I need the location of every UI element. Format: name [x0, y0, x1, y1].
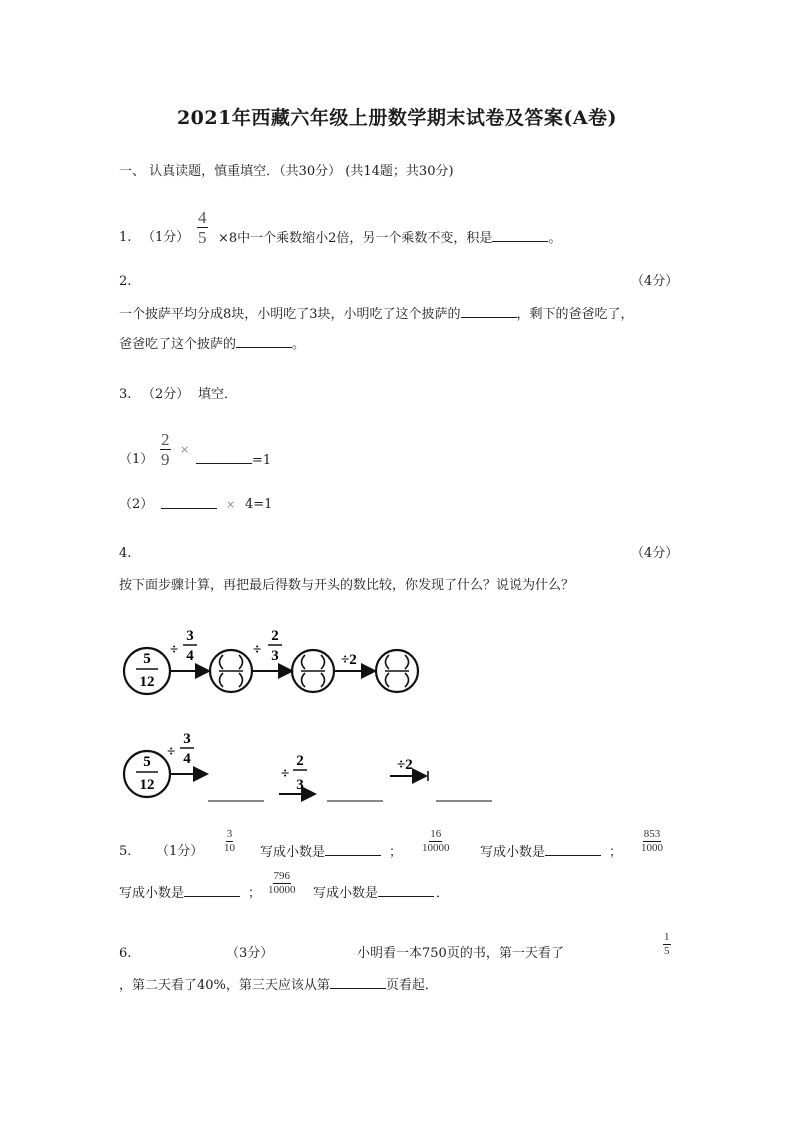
q2-line2-text: 爸爸吃了这个披萨的 [119, 337, 237, 352]
q4-op1-sign: ÷ [170, 642, 179, 658]
q5-f4-numerator: 796 [273, 870, 290, 882]
q5-number: 5. [119, 844, 132, 859]
q4-answer-op2-denominator: 3 [296, 777, 304, 793]
q4-answer-diagram [115, 728, 495, 808]
q5-f1-denominator: 10 [224, 842, 235, 854]
page-title: 2021年西藏六年级上册数学期末试卷及答案(A卷) [176, 107, 618, 129]
q5-f1-numerator: 3 [226, 828, 233, 840]
q4-start-denominator: 12 [139, 674, 155, 690]
q5-write-1: 写成小数是 [260, 845, 326, 860]
q6-text-2-end: 页看起． [385, 978, 438, 993]
q4-op3: ÷2 [341, 652, 357, 668]
q4-answer-op2-sign: ÷ [281, 766, 290, 782]
q6-number: 6. [119, 946, 132, 961]
q3-sub1-numerator: 2 [161, 430, 170, 449]
q5-answer-blank-4[interactable] [378, 884, 434, 897]
q5-part-4 [313, 884, 449, 903]
q4-op2-denominator: 3 [271, 648, 279, 664]
q5-fraction-1 [224, 829, 235, 854]
q5-write-4: 写成小数是 [313, 886, 379, 901]
q2-line2-end: 。 [292, 337, 306, 352]
q4-answer-op2-numerator: 2 [296, 753, 304, 769]
q4-answer-start-denominator: 12 [139, 777, 155, 793]
q6-text-2: ，第二天看了40%，第三天应该从第 [119, 978, 330, 993]
q3-sub1-end: =1 [252, 453, 272, 468]
q4-score: （4分） [631, 546, 679, 561]
q1-statement: ×8中一个乘数缩小2倍，另一个乘数不变，积是 [218, 231, 493, 246]
q3-sub2-times: × [226, 498, 236, 511]
q4-answer-op1-denominator: 4 [183, 751, 191, 767]
q5-f4-denominator: 10000 [268, 884, 296, 896]
q5-answer-blank-1[interactable] [325, 843, 381, 856]
q2-number: 2. [119, 274, 132, 289]
q4-answer-op1-numerator: 3 [183, 731, 191, 747]
q4-text: 按下面步骤计算，再把最后得数与开头的数比较，你发现了什么？说说为什么？ [119, 578, 575, 593]
q6-text-1: 小明看一本750页的书，第一天看了 [357, 946, 564, 961]
q6-line2 [119, 976, 438, 995]
q4-op2-sign: ÷ [253, 642, 262, 658]
q6-frac-denominator: 5 [664, 945, 670, 957]
q5-sep-2: ； [609, 845, 623, 860]
q5-fraction-3 [641, 829, 663, 854]
q5-f2-denominator: 10000 [422, 842, 450, 854]
q5-part-1 [260, 843, 402, 862]
q5-end: ． [436, 886, 450, 901]
q6-fraction [663, 932, 671, 957]
q5-score: （1分） [156, 844, 204, 859]
q2-score: （4分） [631, 274, 679, 289]
q3-sub1-answer [196, 451, 271, 470]
q4-answer-op1-sign: ÷ [167, 744, 176, 760]
q2-line1-text: 一个披萨平均分成8块，小明吃了3块，小明吃了这个披萨的 [119, 307, 461, 322]
q2-line1-end: ，剩下的爸爸吃了， [516, 307, 634, 322]
q1-answer-blank[interactable] [492, 229, 548, 242]
q4-flow-diagram [115, 618, 435, 708]
q3-sub1-times: × [180, 443, 190, 456]
q5-part-2 [480, 843, 622, 862]
q6-answer-blank[interactable] [330, 976, 386, 989]
q6-frac-numerator: 1 [664, 931, 670, 943]
q4-op1-numerator: 3 [186, 628, 194, 644]
q3-sub2-answer [161, 496, 217, 515]
q4-op1-denominator: 4 [186, 648, 194, 664]
q1-number: 1. [119, 230, 132, 245]
q6-score: （3分） [226, 946, 274, 961]
q5-write-2: 写成小数是 [480, 845, 546, 860]
q4-answer-op3: ÷2 [397, 757, 413, 773]
q3-text: 填空． [198, 387, 238, 402]
q3-sub2-blank[interactable] [161, 496, 217, 509]
section-heading: 一、 认真读题，慎重填空．（共30分） (共14题；共30分) [119, 164, 454, 179]
q5-write-3: 写成小数是 [119, 886, 185, 901]
q3-number: 3. [119, 387, 132, 402]
q5-f3-numerator: 853 [643, 828, 661, 840]
q5-f2-numerator: 16 [430, 828, 442, 840]
q5-part-3 [119, 884, 261, 903]
q3-sub2-end: 4=1 [245, 497, 273, 512]
q4-number: 4. [119, 546, 132, 561]
q3-sub1-fraction [160, 431, 171, 468]
q5-sep-3: ； [248, 886, 262, 901]
q5-f3-denominator: 1000 [641, 842, 663, 854]
q3-score: （2分） [142, 387, 190, 402]
q2-line1 [119, 305, 634, 324]
q1-frac-denominator: 5 [198, 228, 207, 247]
q4-op2-numerator: 2 [271, 628, 279, 644]
q2-answer-blank-2[interactable] [236, 335, 292, 348]
q4-start-numerator: 5 [143, 651, 151, 667]
q1-end: 。 [548, 231, 562, 246]
q1-frac-numerator: 4 [198, 208, 207, 227]
q3-sub2-label: （2） [119, 497, 154, 512]
q5-fraction-4 [268, 871, 296, 896]
q3-sub1-blank[interactable] [196, 451, 252, 464]
q2-answer-blank-1[interactable] [461, 305, 517, 318]
q1-score: （1分） [142, 230, 190, 245]
q5-answer-blank-2[interactable] [545, 843, 601, 856]
q1-fraction [197, 209, 208, 246]
q2-line2 [119, 335, 305, 354]
q3-sub1-denominator: 9 [161, 450, 170, 469]
q3-sub1-label: （1） [119, 452, 154, 467]
q4-answer-start-numerator: 5 [143, 754, 151, 770]
q5-sep-1: ； [389, 845, 403, 860]
q5-answer-blank-3[interactable] [184, 884, 240, 897]
q1-text [218, 229, 561, 248]
q5-fraction-2 [422, 829, 450, 854]
